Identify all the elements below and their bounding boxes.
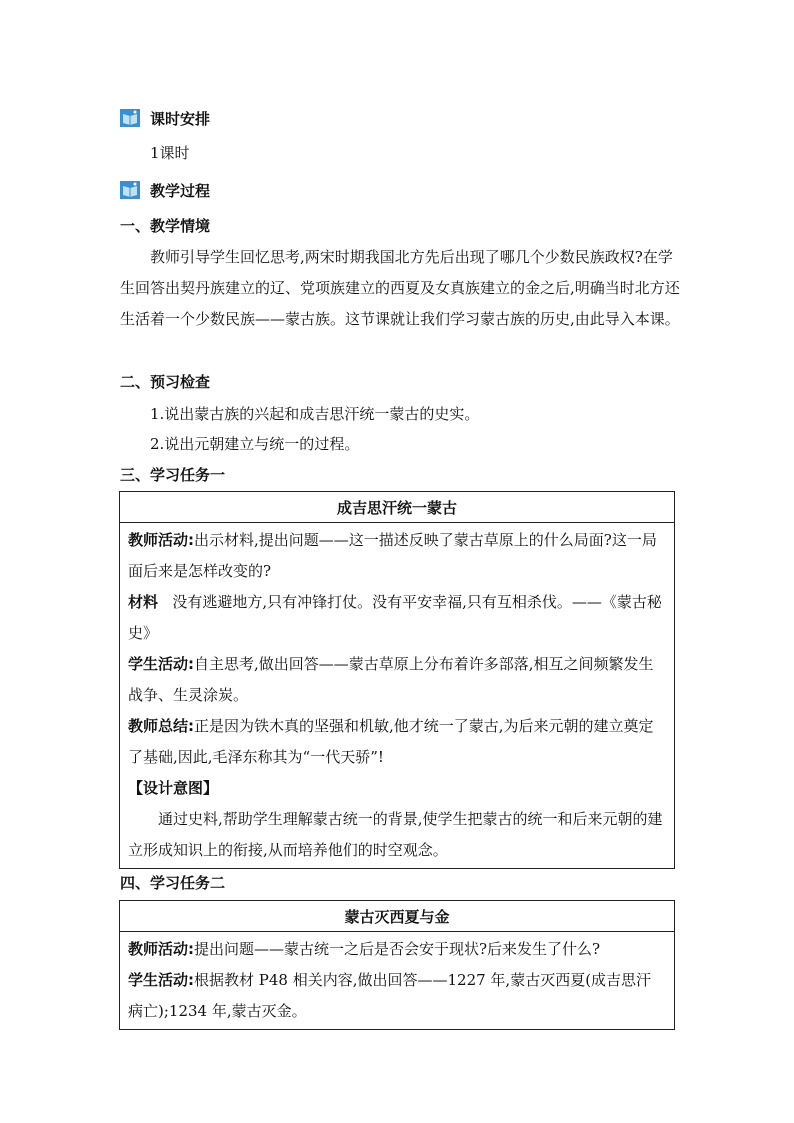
- heading-preview: 二、预习检查: [120, 373, 211, 391]
- design-intent-text: 通过史料,帮助学生理解蒙古统一的背景,使学生把蒙古的统一和后来元朝的建立形成知识上的衔接,从而培养他们的时空观念。: [128, 810, 663, 859]
- student-activity-text: 自主思考,做出回答——蒙古草原上分布着许多部落,相互之间频繁发生战争、生灵涂炭。: [128, 655, 654, 704]
- teacher-activity-label: 教师活动:: [128, 531, 194, 549]
- preview-item: 2.说出元朝建立与统一的过程。: [150, 435, 360, 453]
- section-title: 教学过程: [150, 181, 211, 200]
- design-intent-label: 【设计意图】: [128, 779, 219, 797]
- situation-paragraph: [120, 242, 680, 335]
- heading-situation: 一、教学情境: [120, 217, 211, 235]
- teacher-activity-text: 出示材料,提出问题——这一描述反映了蒙古草原上的什么局面?这一局面后来是怎样改变的?: [128, 531, 657, 580]
- schedule-content: 1课时: [150, 144, 190, 162]
- student-activity-text: 根据教材 P48 相关内容,做出回答——1227 年,蒙古灭西夏(成吉思汗病亡);1234 年,蒙古灭金。: [128, 971, 652, 1020]
- material: [128, 587, 666, 649]
- heading-task2: 四、学习任务二: [120, 874, 226, 892]
- teacher-activity-label: 教师活动:: [128, 940, 194, 958]
- teacher-activity: [128, 934, 666, 965]
- material-text: 没有逃避地方,只有冲锋打仗。没有平安幸福,只有互相杀伐。——《蒙古秘史》: [128, 593, 662, 642]
- teacher-activity-text: 提出问题——蒙古统一之后是否会安于现状?后来发生了什么?: [194, 940, 601, 958]
- task1-title: 成吉思汗统一蒙古: [120, 492, 675, 523]
- material-label: 材料: [128, 593, 159, 611]
- student-activity-label: 学生活动:: [128, 655, 194, 673]
- teacher-activity: [128, 525, 666, 587]
- section-title: 课时安排: [150, 109, 211, 128]
- task2-table: [119, 900, 675, 1030]
- teacher-summary-label: 教师总结:: [128, 717, 194, 735]
- section-header-process: [120, 178, 210, 202]
- teacher-summary-text: 正是因为铁木真的坚强和机敏,他才统一了蒙古,为后来元朝的建立奠定了基础,因此,毛泽东称其为“一代天骄”!: [128, 717, 654, 766]
- book-icon: [120, 181, 140, 199]
- preview-item: 1.说出蒙古族的兴起和成吉思汗统一蒙古的史实。: [150, 405, 480, 423]
- task1-table: [119, 491, 675, 869]
- section-header-schedule: [120, 106, 210, 130]
- student-activity-label: 学生活动:: [128, 971, 194, 989]
- task1-body: [120, 523, 675, 869]
- task2-title: 蒙古灭西夏与金: [120, 901, 675, 932]
- student-activity: [128, 649, 666, 711]
- teacher-summary: [128, 711, 666, 773]
- situation-text: 教师引导学生回忆思考,两宋时期我国北方先后出现了哪几个少数民族政权?在学生回答出契丹族建立的辽、党项族建立的西夏及女真族建立的金之后,明确当时北方还生活着一个少数民族——蒙古族。这节课就让我们学习蒙古族的历史,由此导入本课。: [120, 248, 680, 328]
- task2-body: [120, 932, 675, 1030]
- heading-task1: 三、学习任务一: [120, 466, 226, 484]
- student-activity: [128, 965, 666, 1027]
- book-icon: [120, 109, 140, 127]
